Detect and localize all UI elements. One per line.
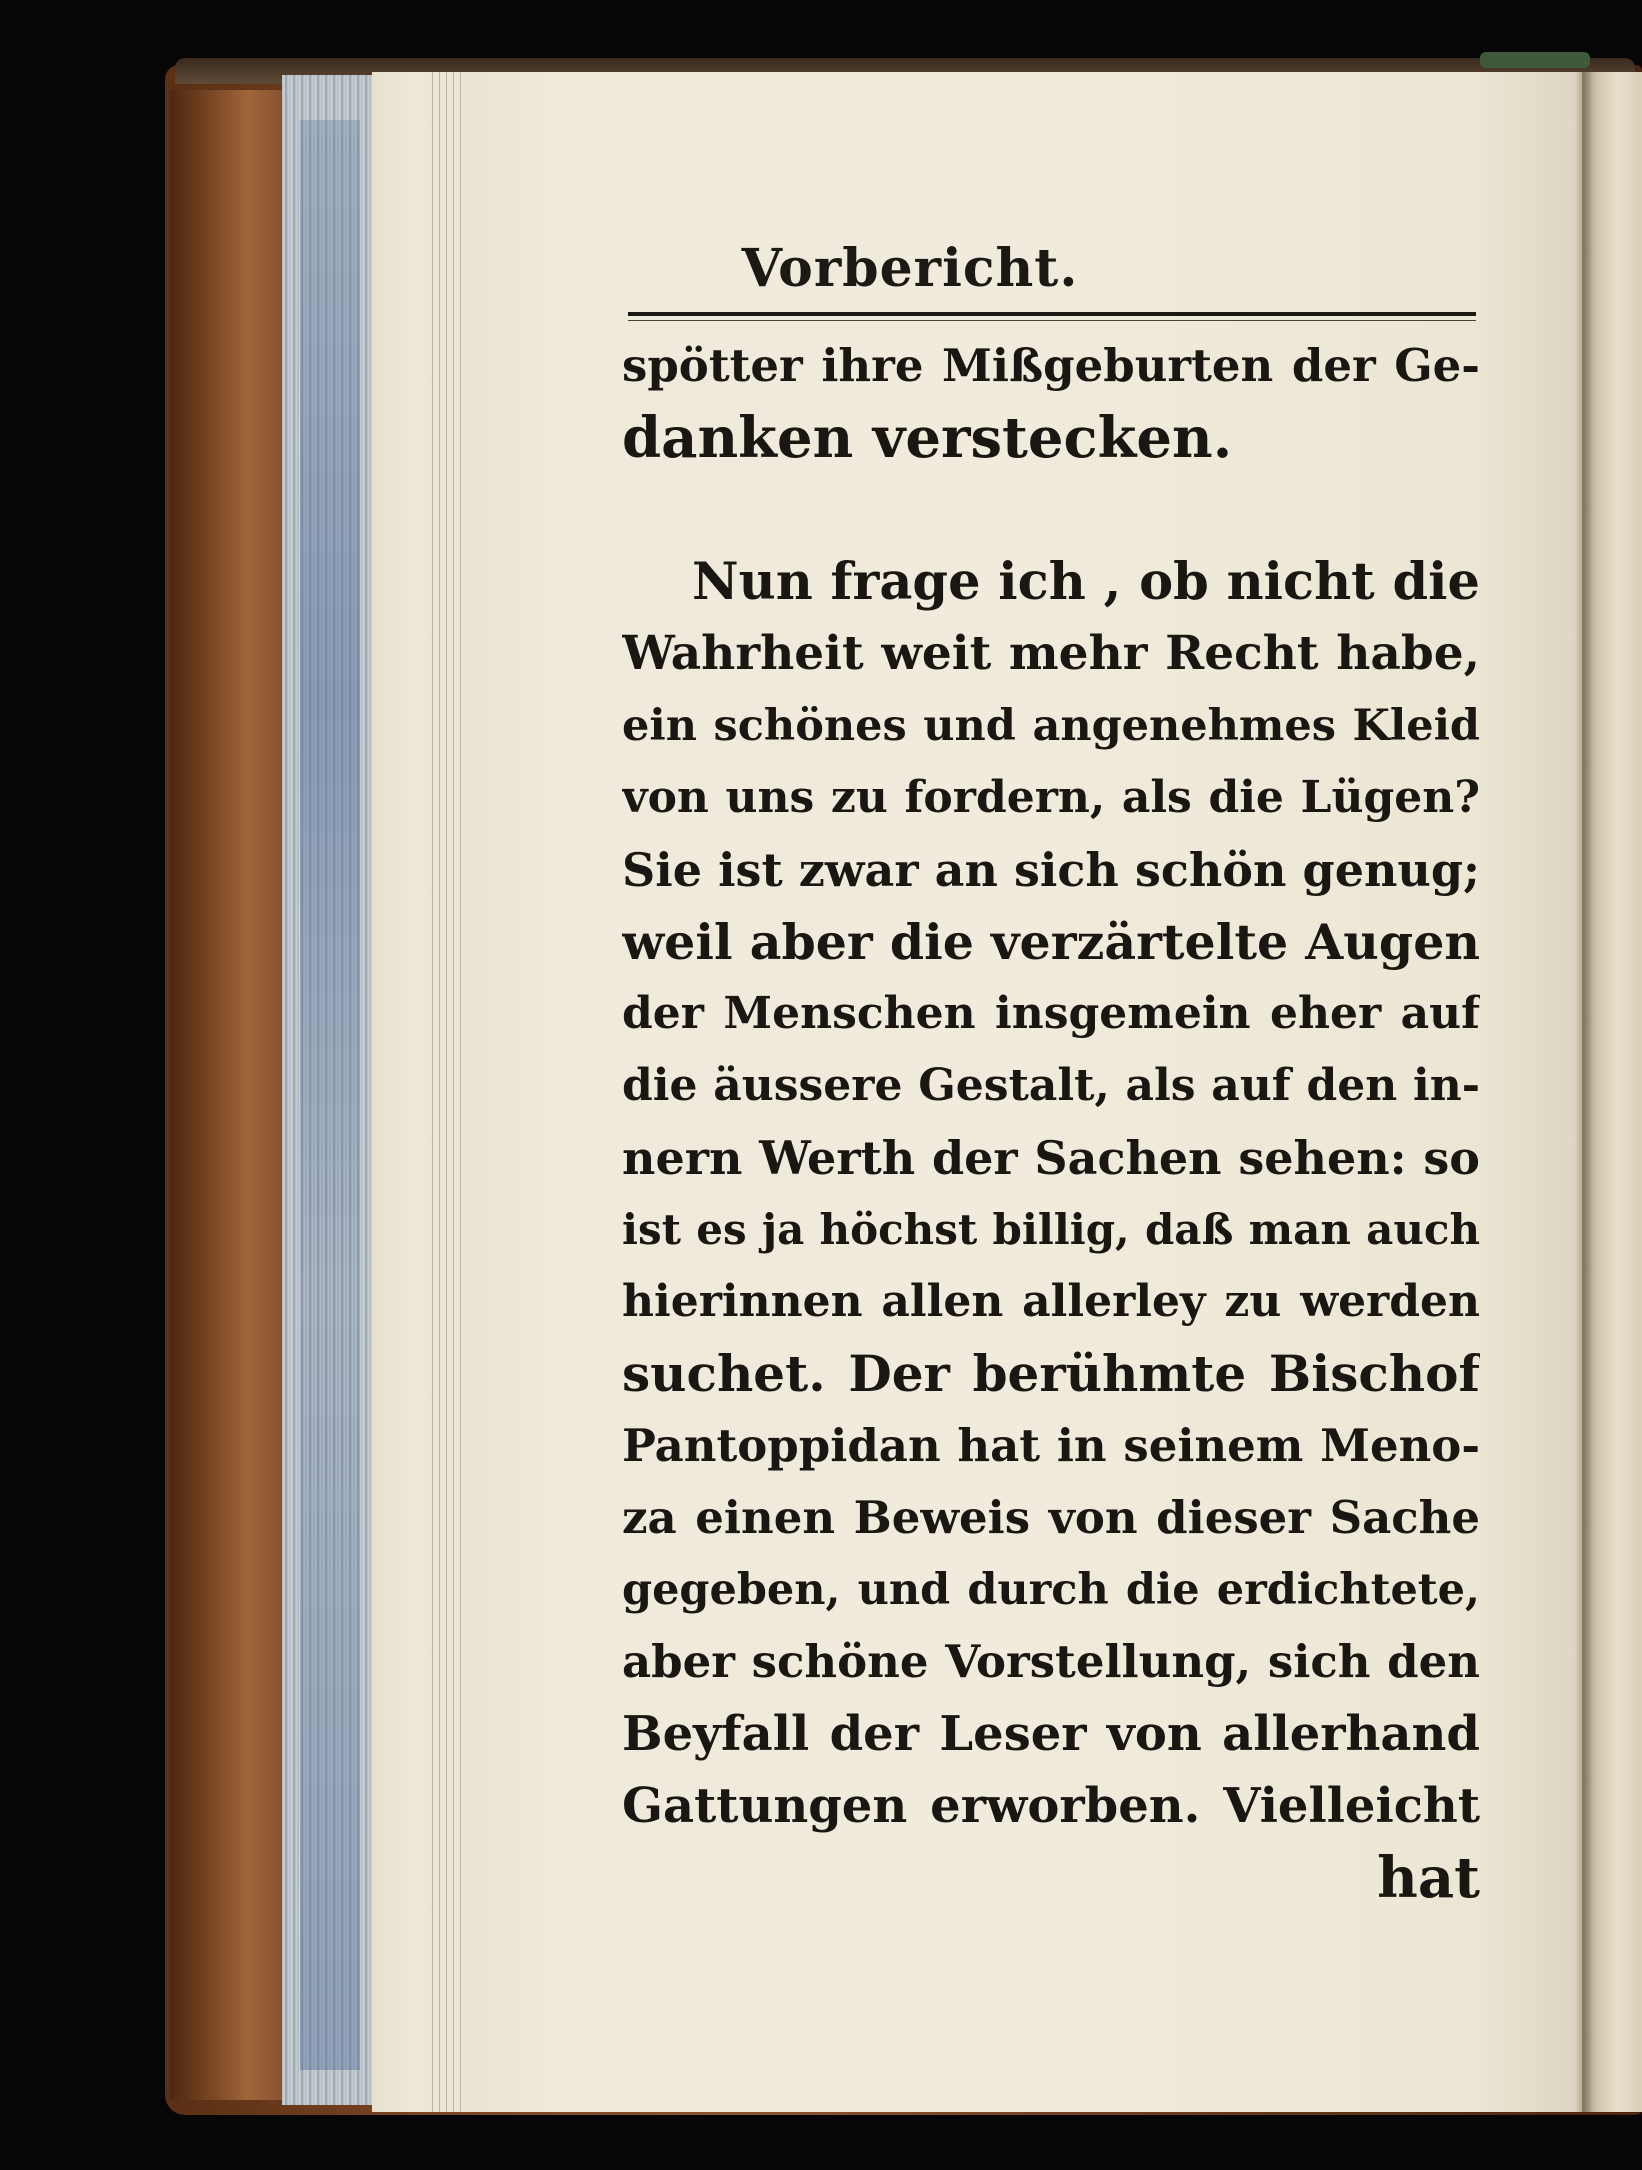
running-head: Vorbericht.	[741, 238, 1079, 299]
text-line: weil aber die verzärtelte Augen	[622, 913, 1480, 971]
page-stack-tint	[300, 120, 360, 2070]
text-line: Pantoppidan hat in seinem Meno-	[622, 1419, 1480, 1472]
text-line: nern Werth der Sachen sehen: so	[622, 1131, 1480, 1185]
text-line: Wahrheit weit mehr Recht habe,	[622, 626, 1480, 681]
text-line: gegeben, und durch die erdichtete,	[622, 1565, 1480, 1615]
leather-binding	[170, 90, 300, 2100]
text-line: die äussere Gestalt, als auf den in-	[622, 1060, 1480, 1111]
text-line: suchet. Der berühmte Bischof	[622, 1344, 1480, 1403]
cover-green-edge	[1480, 52, 1590, 68]
page-fold-shadow	[1575, 72, 1593, 2112]
text-line: za einen Beweis von dieser Sache	[622, 1491, 1480, 1544]
text-line: spötter ihre Mißgeburten der Ge-	[622, 339, 1480, 392]
text-line: von uns zu fordern, als die Lügen?	[622, 772, 1480, 823]
catchword: hat	[1377, 1845, 1480, 1911]
text-line: hierinnen allen allerley zu werden	[622, 1276, 1480, 1327]
text-line: Nun frage ich , ob nicht die	[692, 552, 1480, 612]
text-line: Sie ist zwar an sich schön genug;	[622, 843, 1480, 897]
text-line: ein schönes und angenehmes Kleid	[622, 701, 1480, 751]
gutter-page-lines	[432, 72, 468, 2112]
paragraph-gap	[622, 474, 1480, 546]
header-rule	[628, 312, 1476, 316]
text-line: Beyfall der Leser von allerhand	[622, 1706, 1480, 1762]
text-line: danken verstecken.	[622, 405, 1233, 471]
text-line: aber schöne Vorstellung, sich den	[622, 1635, 1480, 1688]
text-line: Gattungen erworben. Vielleicht	[622, 1778, 1480, 1834]
page-body	[622, 330, 1480, 1914]
text-line: ist es ja höchst billig, daß man auch	[622, 1205, 1480, 1254]
header-rule-thin	[628, 320, 1476, 321]
text-line: der Menschen insgemein eher auf	[622, 988, 1480, 1039]
